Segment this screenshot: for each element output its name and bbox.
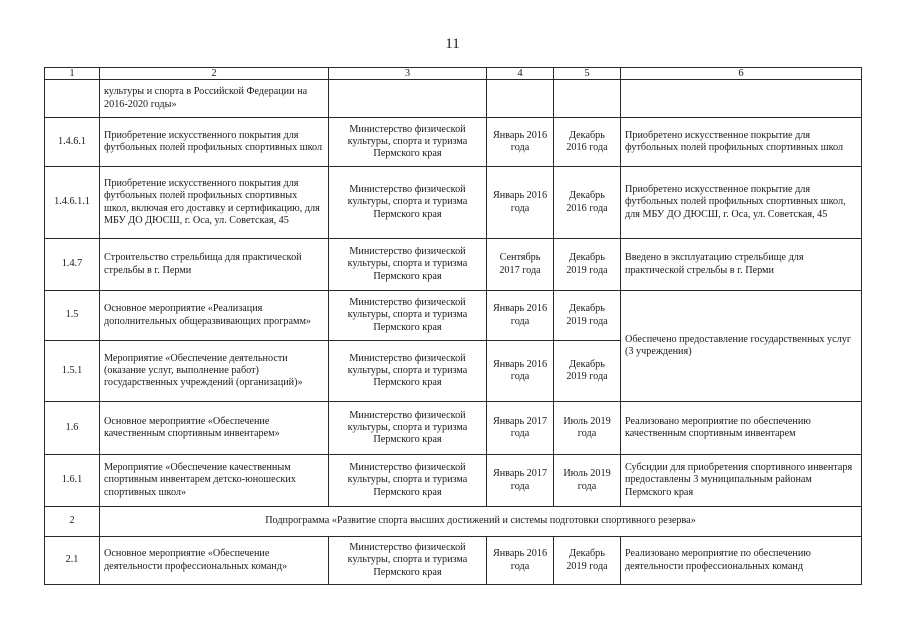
end-cell: Декабрь 2019 года [554,341,621,402]
end-cell: Декабрь 2016 года [554,118,621,167]
num-cell: 1.4.7 [45,239,100,291]
column-header: 6 [621,68,862,80]
num-cell [45,80,100,118]
name-cell: Основное мероприятие «Обеспечение качественным спортивным инвентарем» [100,402,329,455]
table-row [45,455,862,507]
start-cell: Январь 2016 года [487,341,554,402]
executor-cell: Министерство физической культуры, спорта и туризма Пермского края [329,341,487,402]
result-cell-merged: Обеспечено предоставление государственных услуг (3 учреждения) [621,291,862,402]
result-cell: Реализовано мероприятие по обеспечению деятельности профессиональных команд [621,537,862,585]
end-cell: Декабрь 2019 года [554,239,621,291]
num-cell: 2.1 [45,537,100,585]
column-header: 2 [100,68,329,80]
result-cell: Приобретено искусственное покрытие для футбольных полей профильных спортивных школ [621,118,862,167]
num-cell: 1.4.6.1 [45,118,100,167]
name-cell: Основное мероприятие «Реализация дополнительных общеразвивающих программ» [100,291,329,341]
executor-cell [329,80,487,118]
start-cell: Сентябрь 2017 года [487,239,554,291]
name-cell: Мероприятие «Обеспечение деятельности (оказание услуг, выполнение работ) государственных учреждений (организаций)» [100,341,329,402]
table-row [45,167,862,239]
num-cell: 1.6.1 [45,455,100,507]
num-cell: 1.5.1 [45,341,100,402]
table-row [45,291,862,341]
num-cell: 1.4.6.1.1 [45,167,100,239]
subprogram-num: 2 [45,507,100,537]
executor-cell: Министерство физической культуры, спорта и туризма Пермского края [329,402,487,455]
executor-cell: Министерство физической культуры, спорта и туризма Пермского края [329,291,487,341]
end-cell: Декабрь 2019 года [554,537,621,585]
num-cell: 1.5 [45,291,100,341]
column-header: 5 [554,68,621,80]
end-cell: Июль 2019 года [554,455,621,507]
result-cell: Реализовано мероприятие по обеспечению качественным спортивным инвентарем [621,402,862,455]
table-row [45,537,862,585]
program-table [44,67,862,585]
name-cell: Строительство стрельбища для практической стрельбы в г. Перми [100,239,329,291]
name-cell: культуры и спорта в Российской Федерации на 2016-2020 годы» [100,80,329,118]
start-cell: Январь 2016 года [487,291,554,341]
column-number-row [45,68,862,80]
result-cell: Введено в эксплуатацию стрельбище для практической стрельбы в г. Перми [621,239,862,291]
table-row [45,118,862,167]
column-header: 1 [45,68,100,80]
name-cell: Основное мероприятие «Обеспечение деятельности профессиональных команд» [100,537,329,585]
end-cell: Декабрь 2016 года [554,167,621,239]
executor-cell: Министерство физической культуры, спорта и туризма Пермского края [329,118,487,167]
name-cell: Мероприятие «Обеспечение качественным спортивным инвентарем детско-юношеских спортивных школ» [100,455,329,507]
result-cell: Субсидии для приобретения спортивного инвентаря предоставлены 3 муниципальным районам Пермского края [621,455,862,507]
start-cell: Январь 2016 года [487,118,554,167]
column-header: 3 [329,68,487,80]
end-cell: Июль 2019 года [554,402,621,455]
table-row [45,239,862,291]
start-cell: Январь 2017 года [487,455,554,507]
executor-cell: Министерство физической культуры, спорта и туризма Пермского края [329,167,487,239]
executor-cell: Министерство физической культуры, спорта и туризма Пермского края [329,537,487,585]
subprogram-row [45,507,862,537]
name-cell: Приобретение искусственного покрытия для футбольных полей профильных спортивных школ [100,118,329,167]
result-cell: Приобретено искусственное покрытие для футбольных полей профильных спортивных школ, для МБУ ДО ДЮСШ, г. Оса, ул. Советская, 45 [621,167,862,239]
subprogram-title: Подпрограмма «Развитие спорта высших достижений и системы подготовки спортивного резерва» [100,507,862,537]
start-cell: Январь 2016 года [487,167,554,239]
executor-cell: Министерство физической культуры, спорта и туризма Пермского края [329,455,487,507]
end-cell [554,80,621,118]
page-number: 11 [445,36,460,52]
start-cell: Январь 2016 года [487,537,554,585]
table-row [45,402,862,455]
name-cell: Приобретение искусственного покрытия для футбольных полей профильных спортивных школ, включая его доставку и сертификацию, для МБУ ДО ДЮСШ, г. Оса, ул. Советская, 45 [100,167,329,239]
end-cell: Декабрь 2019 года [554,291,621,341]
start-cell: Январь 2017 года [487,402,554,455]
executor-cell: Министерство физической культуры, спорта и туризма Пермского края [329,239,487,291]
start-cell [487,80,554,118]
table-row-continuation [45,80,862,118]
result-cell [621,80,862,118]
column-header: 4 [487,68,554,80]
num-cell: 1.6 [45,402,100,455]
